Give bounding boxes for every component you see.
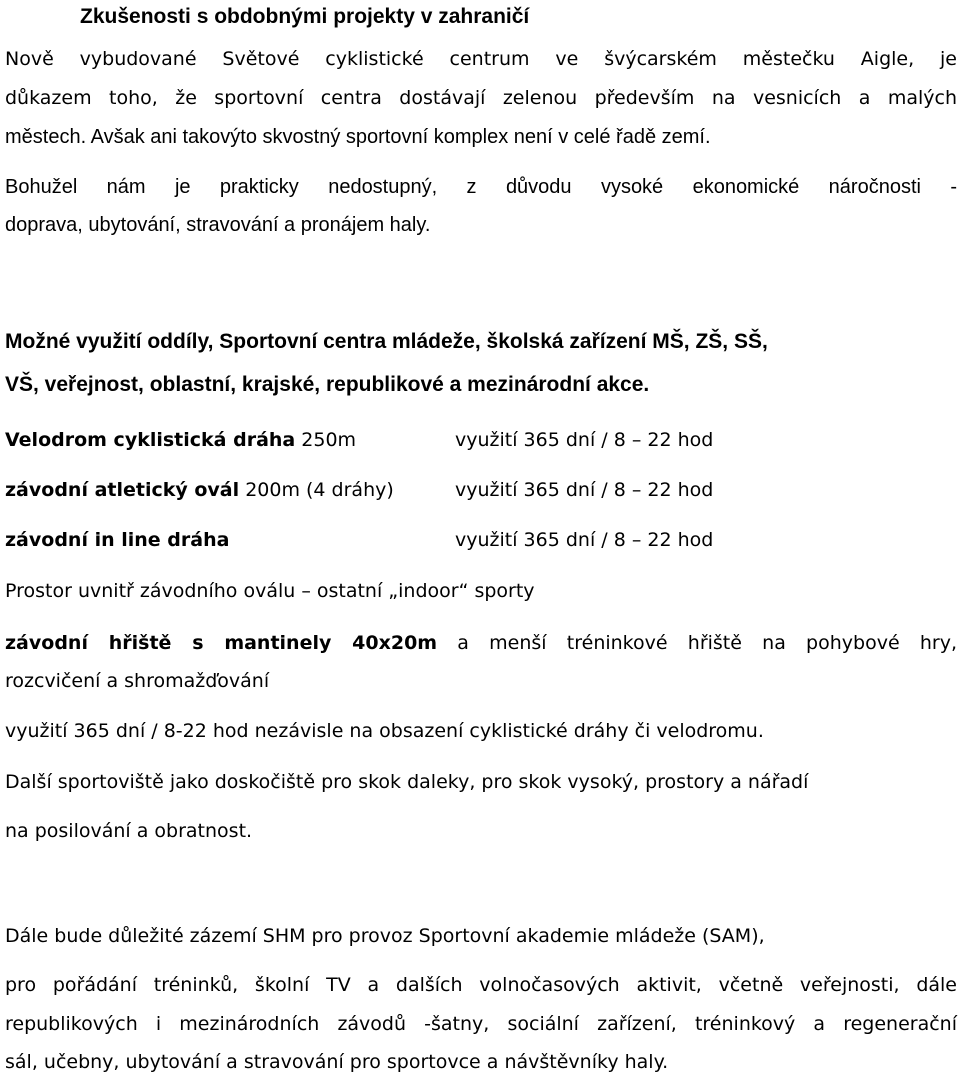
facility-usage: využití 365 dní / 8 – 22 hod [455,429,714,451]
intro-line-2: důkazem toho, že sportovní centra dostávají zelenou především na vesnicích a malých [5,87,957,109]
other-line-2: na posilování a obratnost. [5,820,253,842]
section-heading: Zkušenosti s obdobnými projekty v zahraničí [80,5,530,28]
facility-name: závodní in line dráha [5,529,230,551]
pitch-line-1 [5,632,957,654]
facility-name: Velodrom cyklistická dráha [5,429,296,451]
facility-detail: 250m [295,429,357,451]
background-line-3: republikových i mezinárodních závodů -šatny, sociální zařízení, tréninkový a regenerační [5,1013,957,1035]
usage-note: využití 365 dní / 8-22 hod nezávisle na obsazení cyklistické dráhy či velodromu. [5,720,764,742]
facility-usage: využití 365 dní / 8 – 22 hod [455,529,714,551]
facility-usage: využití 365 dní / 8 – 22 hod [455,479,714,501]
background-line-4: sál, učebny, ubytování a stravování pro sportovce a návštěvníky haly. [5,1051,669,1073]
background-line-2: pro pořádání tréninků, školní TV a dalších volnočasových aktivit, včetně veřejnosti, dále [5,974,957,996]
facility-row [5,429,955,451]
intro-line-1: Nově vybudované Světové cyklistické centrum ve švýcarském městečku Aigle, je [5,48,957,70]
pitch-bold: závodní hřiště s mantinely 40x20m [5,632,438,654]
intro-line-3: městech. Avšak ani takovýto skvostný sportovní komplex není v celé řadě zemí. [5,126,711,148]
other-line-1: Další sportoviště jako doskočiště pro skok daleky, pro skok vysoký, prostory a nářadí [5,771,809,793]
facility-name: závodní atletický ovál [5,479,240,501]
indoor-line: Prostor uvnitř závodního oválu – ostatní „indoor“ sporty [5,580,535,602]
pitch-line-2: rozcvičení a shromažďování [5,670,270,692]
pitch-rest: a menší tréninkové hřiště na pohybové hry, [437,632,957,654]
usage-line-1: Možné využití oddíly, Sportovní centra mládeže, školská zařízení MŠ, ZŠ, SŠ, [5,330,768,353]
unfortunately-line-2: doprava, ubytování, stravování a pronájem haly. [5,214,431,236]
unfortunately-line-1: Bohužel nám je prakticky nedostupný, z důvodu vysoké ekonomické náročnosti - [5,176,957,198]
facility-detail: 200m (4 dráhy) [239,479,394,501]
usage-line-2: VŠ, veřejnost, oblastní, krajské, republikové a mezinárodní akce. [5,373,650,396]
background-line-1: Dále bude důležité zázemí SHM pro provoz Sportovní akademie mládeže (SAM), [5,925,765,947]
facility-row [5,479,955,501]
facility-row [5,529,955,551]
